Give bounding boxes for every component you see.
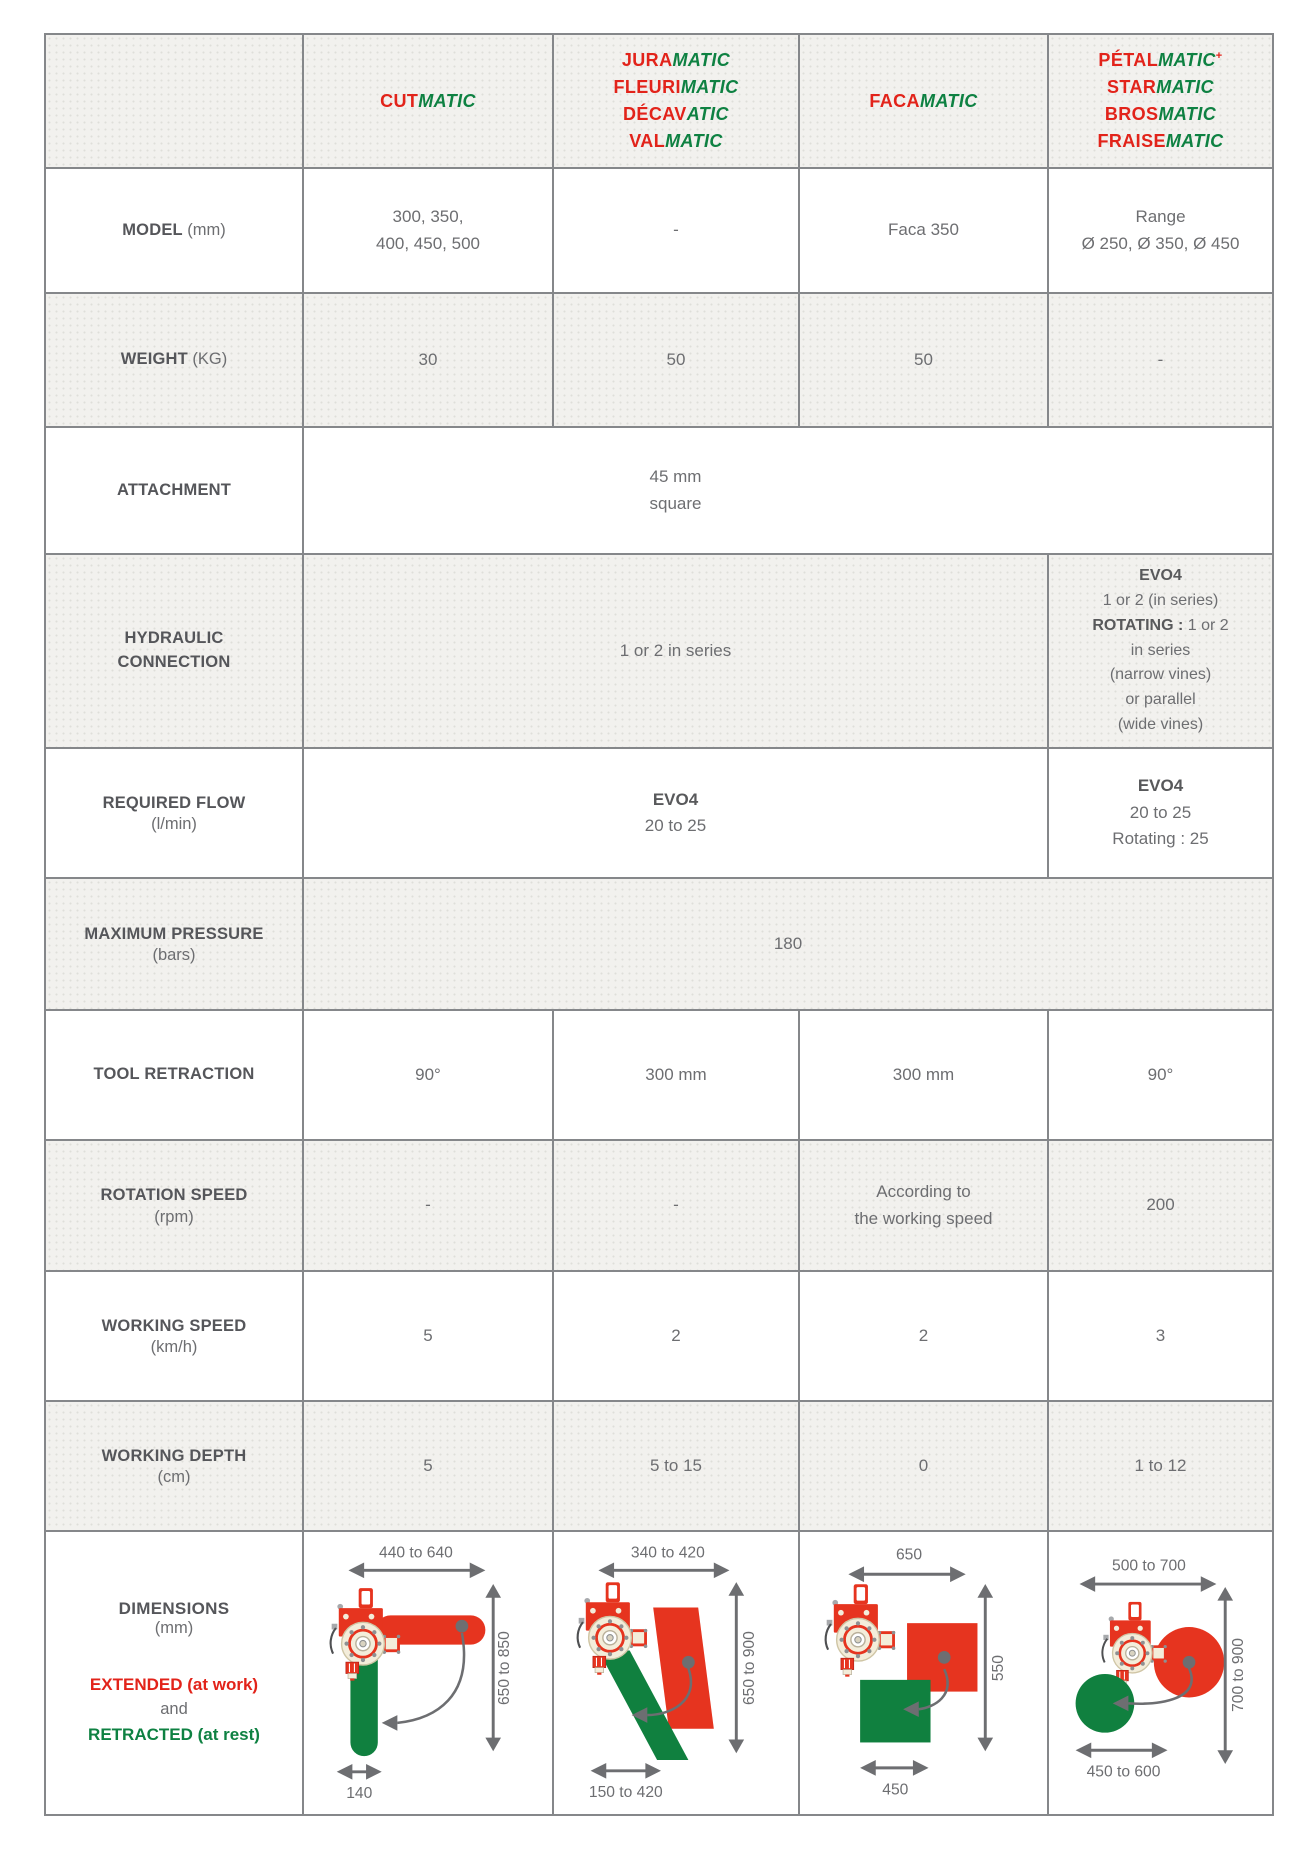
cell-rotation-speed-facamatic: According to the working speed [799,1140,1048,1271]
row-working-depth [45,1401,1273,1531]
cell-weight-juramatic: 50 [553,293,799,427]
cell-rotation-speed-petalmatic: 200 [1048,1140,1273,1271]
bottom-dimension: 150 to 420 [589,1784,664,1802]
cell-required-flow-petalmatic: EVO4 20 to 25 Rotating : 25 [1048,748,1273,878]
rotation-arc [398,1633,465,1723]
bottom-width-arrow [337,1764,382,1780]
cell-dimensions-cutmatic [303,1531,553,1815]
cell-required-flow-cut-jura-faca: EVO4 20 to 25 [303,748,1048,878]
cell-working-speed-juramatic: 2 [553,1271,799,1401]
extended-tool-shape [654,1608,715,1729]
top-dimension: 440 to 640 [379,1544,454,1562]
top-dimension: 340 to 420 [631,1544,706,1562]
dimensions-diagram-facamatic [821,1541,1026,1807]
bottom-dimension: 450 to 600 [1086,1763,1161,1781]
product-header-cutmatic [303,34,553,168]
pivot-dot [1182,1656,1195,1669]
cell-tool-retraction-facamatic: 300 mm [799,1010,1048,1140]
cell-tool-retraction-cutmatic: 90° [303,1010,553,1140]
row-tool-retraction [45,1010,1273,1140]
cell-model-facamatic: Faca 350 [799,168,1048,293]
cell-dimensions-petalmatic [1048,1531,1273,1815]
cell-weight-facamatic: 50 [799,293,1048,427]
row-label-working-depth: WORKING DEPTH (cm) [45,1401,303,1531]
cell-weight-petalmatic: - [1048,293,1273,427]
row-label-model: MODEL (mm) [45,168,303,293]
cell-attachment-all: 45 mm square [303,427,1273,554]
cell-model-juramatic: - [553,168,799,293]
row-label-maximum-pressure: MAXIMUM PRESSURE (bars) [45,878,303,1010]
header-empty-cell [45,34,303,168]
pivot-dot [682,1656,695,1669]
top-width-arrow [1079,1576,1216,1592]
top-width-arrow [599,1563,730,1579]
row-label-tool-retraction: TOOL RETRACTION [45,1010,303,1140]
pivot-dot [456,1620,469,1633]
row-label-rotation-speed: ROTATION SPEED (rpm) [45,1140,303,1271]
cell-working-depth-cutmatic: 5 [303,1401,553,1531]
row-label-attachment: ATTACHMENT [45,427,303,554]
row-label-dimensions: DIMENSIONS (mm) EXTENDED (at work) and RETRACTED (at rest) [45,1531,303,1815]
footnote-marker: + [1215,50,1223,62]
product-header-petalmatic-group: PÉTALMATIC+ STARMATIC BROSMATIC FRAISEMATIC [1048,34,1273,168]
row-model [45,168,1273,293]
spec-table [44,33,1274,1816]
cell-working-depth-juramatic: 5 to 15 [553,1401,799,1531]
bottom-width-arrow [860,1760,928,1776]
cell-rotation-speed-cutmatic: - [303,1140,553,1271]
right-dimension: 700 to 900 [1229,1638,1247,1712]
row-label-working-speed: WORKING SPEED (km/h) [45,1271,303,1401]
row-label-hydraulic-connection: HYDRAULIC CONNECTION [45,554,303,748]
right-dimension: 650 to 900 [741,1631,759,1706]
cell-model-cutmatic: 300, 350, 400, 450, 500 [303,168,553,293]
row-hydraulic-connection [45,554,1273,748]
row-label-required-flow: REQUIRED FLOW (l/min) [45,748,303,878]
row-weight [45,293,1273,427]
cell-tool-retraction-juramatic: 300 mm [553,1010,799,1140]
cell-hydraulic-cut-jura-faca: 1 or 2 in series [303,554,1048,748]
dimensions-diagram-juramatic [573,1541,778,1807]
row-rotation-speed [45,1140,1273,1271]
product-header-juramatic-group: JURAMATIC FLEURIMATIC DÉCAVATIC VALMATIC [553,34,799,168]
machine-head-icon [825,1584,895,1676]
right-dimension: 550 [989,1655,1007,1682]
cell-dimensions-juramatic [553,1531,799,1815]
retracted-legend: RETRACTED (at rest) [88,1724,260,1744]
row-attachment [45,427,1273,554]
cell-working-depth-facamatic: 0 [799,1401,1048,1531]
cell-working-speed-facamatic: 2 [799,1271,1048,1401]
cell-rotation-speed-juramatic: - [553,1140,799,1271]
product-header-facamatic: FACAMATIC [799,34,1048,168]
bottom-dimension: 450 [882,1781,909,1799]
pivot-dot [938,1651,951,1664]
row-working-speed [45,1271,1273,1401]
dimensions-diagram-cutmatic [325,1541,530,1807]
right-dimension: 650 to 850 [496,1631,514,1706]
top-dimension: 650 [895,1546,922,1564]
bottom-width-arrow [591,1763,661,1779]
row-label-weight: WEIGHT (KG) [45,293,303,427]
extended-legend: EXTENDED (at work) [89,1674,259,1694]
cell-model-petalmatic: Range Ø 250, Ø 350, Ø 450 [1048,168,1273,293]
dimensions-diagram-petalmatic [1058,1541,1263,1807]
top-dimension: 500 to 700 [1111,1557,1186,1575]
product-name-red: CUT [380,90,419,111]
cell-working-speed-cutmatic: 5 [303,1271,553,1401]
cell-weight-cutmatic: 30 [303,293,553,427]
bottom-dimension: 140 [346,1785,373,1803]
top-width-arrow [848,1566,965,1582]
row-maximum-pressure [45,878,1273,1010]
cell-dimensions-facamatic [799,1531,1048,1815]
cell-tool-retraction-petalmatic: 90° [1048,1010,1273,1140]
cell-hydraulic-petalmatic: EVO4 1 or 2 (in series) ROTATING : 1 or 2 in series (narrow vines) or parallel (wide vines) [1048,554,1273,748]
cell-maximum-pressure-all: 180 [303,878,1273,1010]
row-required-flow [45,748,1273,878]
row-dimensions [45,1531,1273,1815]
bottom-width-arrow [1075,1742,1167,1758]
top-width-arrow [349,1563,486,1579]
cell-working-speed-petalmatic: 3 [1048,1271,1273,1401]
cell-working-depth-petalmatic: 1 to 12 [1048,1401,1273,1531]
header-row [45,34,1273,168]
retracted-tool-shape [860,1680,930,1743]
product-name-green: MATIC [418,90,476,111]
